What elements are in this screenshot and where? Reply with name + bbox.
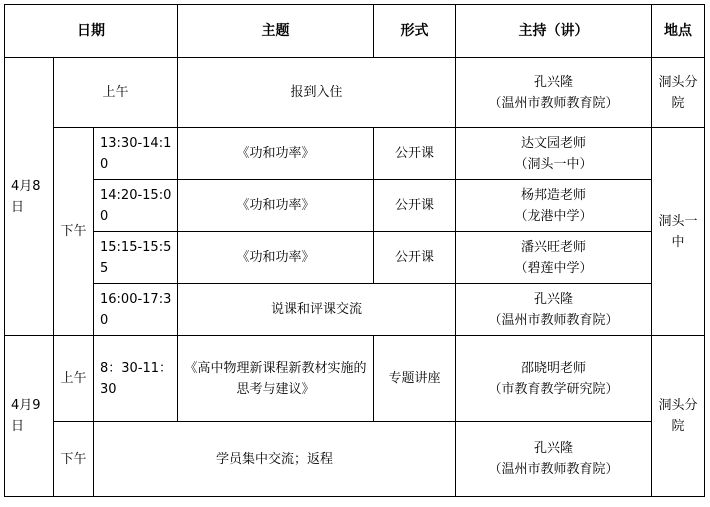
session-topic: 学员集中交流；返程 <box>94 422 456 497</box>
host-name: 邵晓明老师 <box>520 360 586 376</box>
header-row <box>5 5 705 58</box>
host-affiliation: （龙港中学） <box>514 208 593 224</box>
table-row <box>5 232 705 284</box>
session-host <box>456 336 652 422</box>
day1-afternoon-location: 洞头一中 <box>652 128 705 336</box>
header-date: 日期 <box>5 5 178 58</box>
host-affiliation: （碧莲中学） <box>514 260 593 276</box>
host-affiliation: （温州市教师教育院） <box>488 462 619 477</box>
day2-date-cell: 4月9日 <box>5 336 54 497</box>
host-name: 孔兴隆 <box>533 74 573 90</box>
day2-location: 洞头分院 <box>652 336 705 497</box>
session-format: 专题讲座 <box>374 336 456 422</box>
table-row <box>5 128 705 180</box>
host-affiliation: （市教育教学研究院） <box>488 381 619 397</box>
day1-morning-location: 洞头分院 <box>652 58 705 128</box>
session-topic: 《功和功率》 <box>178 232 374 284</box>
day1-afternoon-period: 下午 <box>54 128 94 336</box>
host-affiliation: （温州市教师教育院） <box>488 312 619 328</box>
host-name: 达文园老师 <box>520 135 586 151</box>
session-topic: 《高中物理新课程新教材实施的思考与建议》 <box>178 336 374 422</box>
session-format: 公开课 <box>374 128 456 180</box>
session-host <box>456 422 652 497</box>
day2-morning-period: 上午 <box>54 336 94 422</box>
session-topic: 《功和功率》 <box>178 128 374 180</box>
session-host <box>456 284 652 336</box>
session-topic: 《功和功率》 <box>178 180 374 232</box>
session-format: 公开课 <box>374 232 456 284</box>
host-name: 孔兴隆 <box>533 441 573 456</box>
host-affiliation: （洞头一中） <box>514 156 593 172</box>
header-location: 地点 <box>652 5 705 58</box>
table-row <box>5 180 705 232</box>
session-host <box>456 232 652 284</box>
day1-morning-period: 上午 <box>54 58 178 128</box>
session-host <box>456 180 652 232</box>
session-time: 14:20-15:00 <box>94 180 178 232</box>
host-name: 杨邦造老师 <box>520 187 586 203</box>
host-name: 潘兴旺老师 <box>520 239 586 255</box>
table-row <box>5 58 705 128</box>
session-topic: 说课和评课交流 <box>178 284 456 336</box>
header-topic: 主题 <box>178 5 374 58</box>
session-time: 16:00-17:30 <box>94 284 178 336</box>
schedule-table <box>4 4 705 497</box>
session-time: 15:15-15:55 <box>94 232 178 284</box>
session-host <box>456 128 652 180</box>
day1-morning-topic: 报到入住 <box>178 58 456 128</box>
session-time: 13:30-14:10 <box>94 128 178 180</box>
day2-afternoon-period: 下午 <box>54 422 94 497</box>
table-row <box>5 284 705 336</box>
session-format: 公开课 <box>374 180 456 232</box>
day1-morning-host <box>456 58 652 128</box>
header-host: 主持（讲） <box>456 5 652 58</box>
host-name: 孔兴隆 <box>533 291 573 307</box>
table-row <box>5 422 705 497</box>
session-time: 8：30-11：30 <box>94 336 178 422</box>
header-format: 形式 <box>374 5 456 58</box>
host-affiliation: （温州市教师教育院） <box>488 95 619 111</box>
table-row <box>5 336 705 422</box>
day1-date-cell: 4月8日 <box>5 58 54 336</box>
